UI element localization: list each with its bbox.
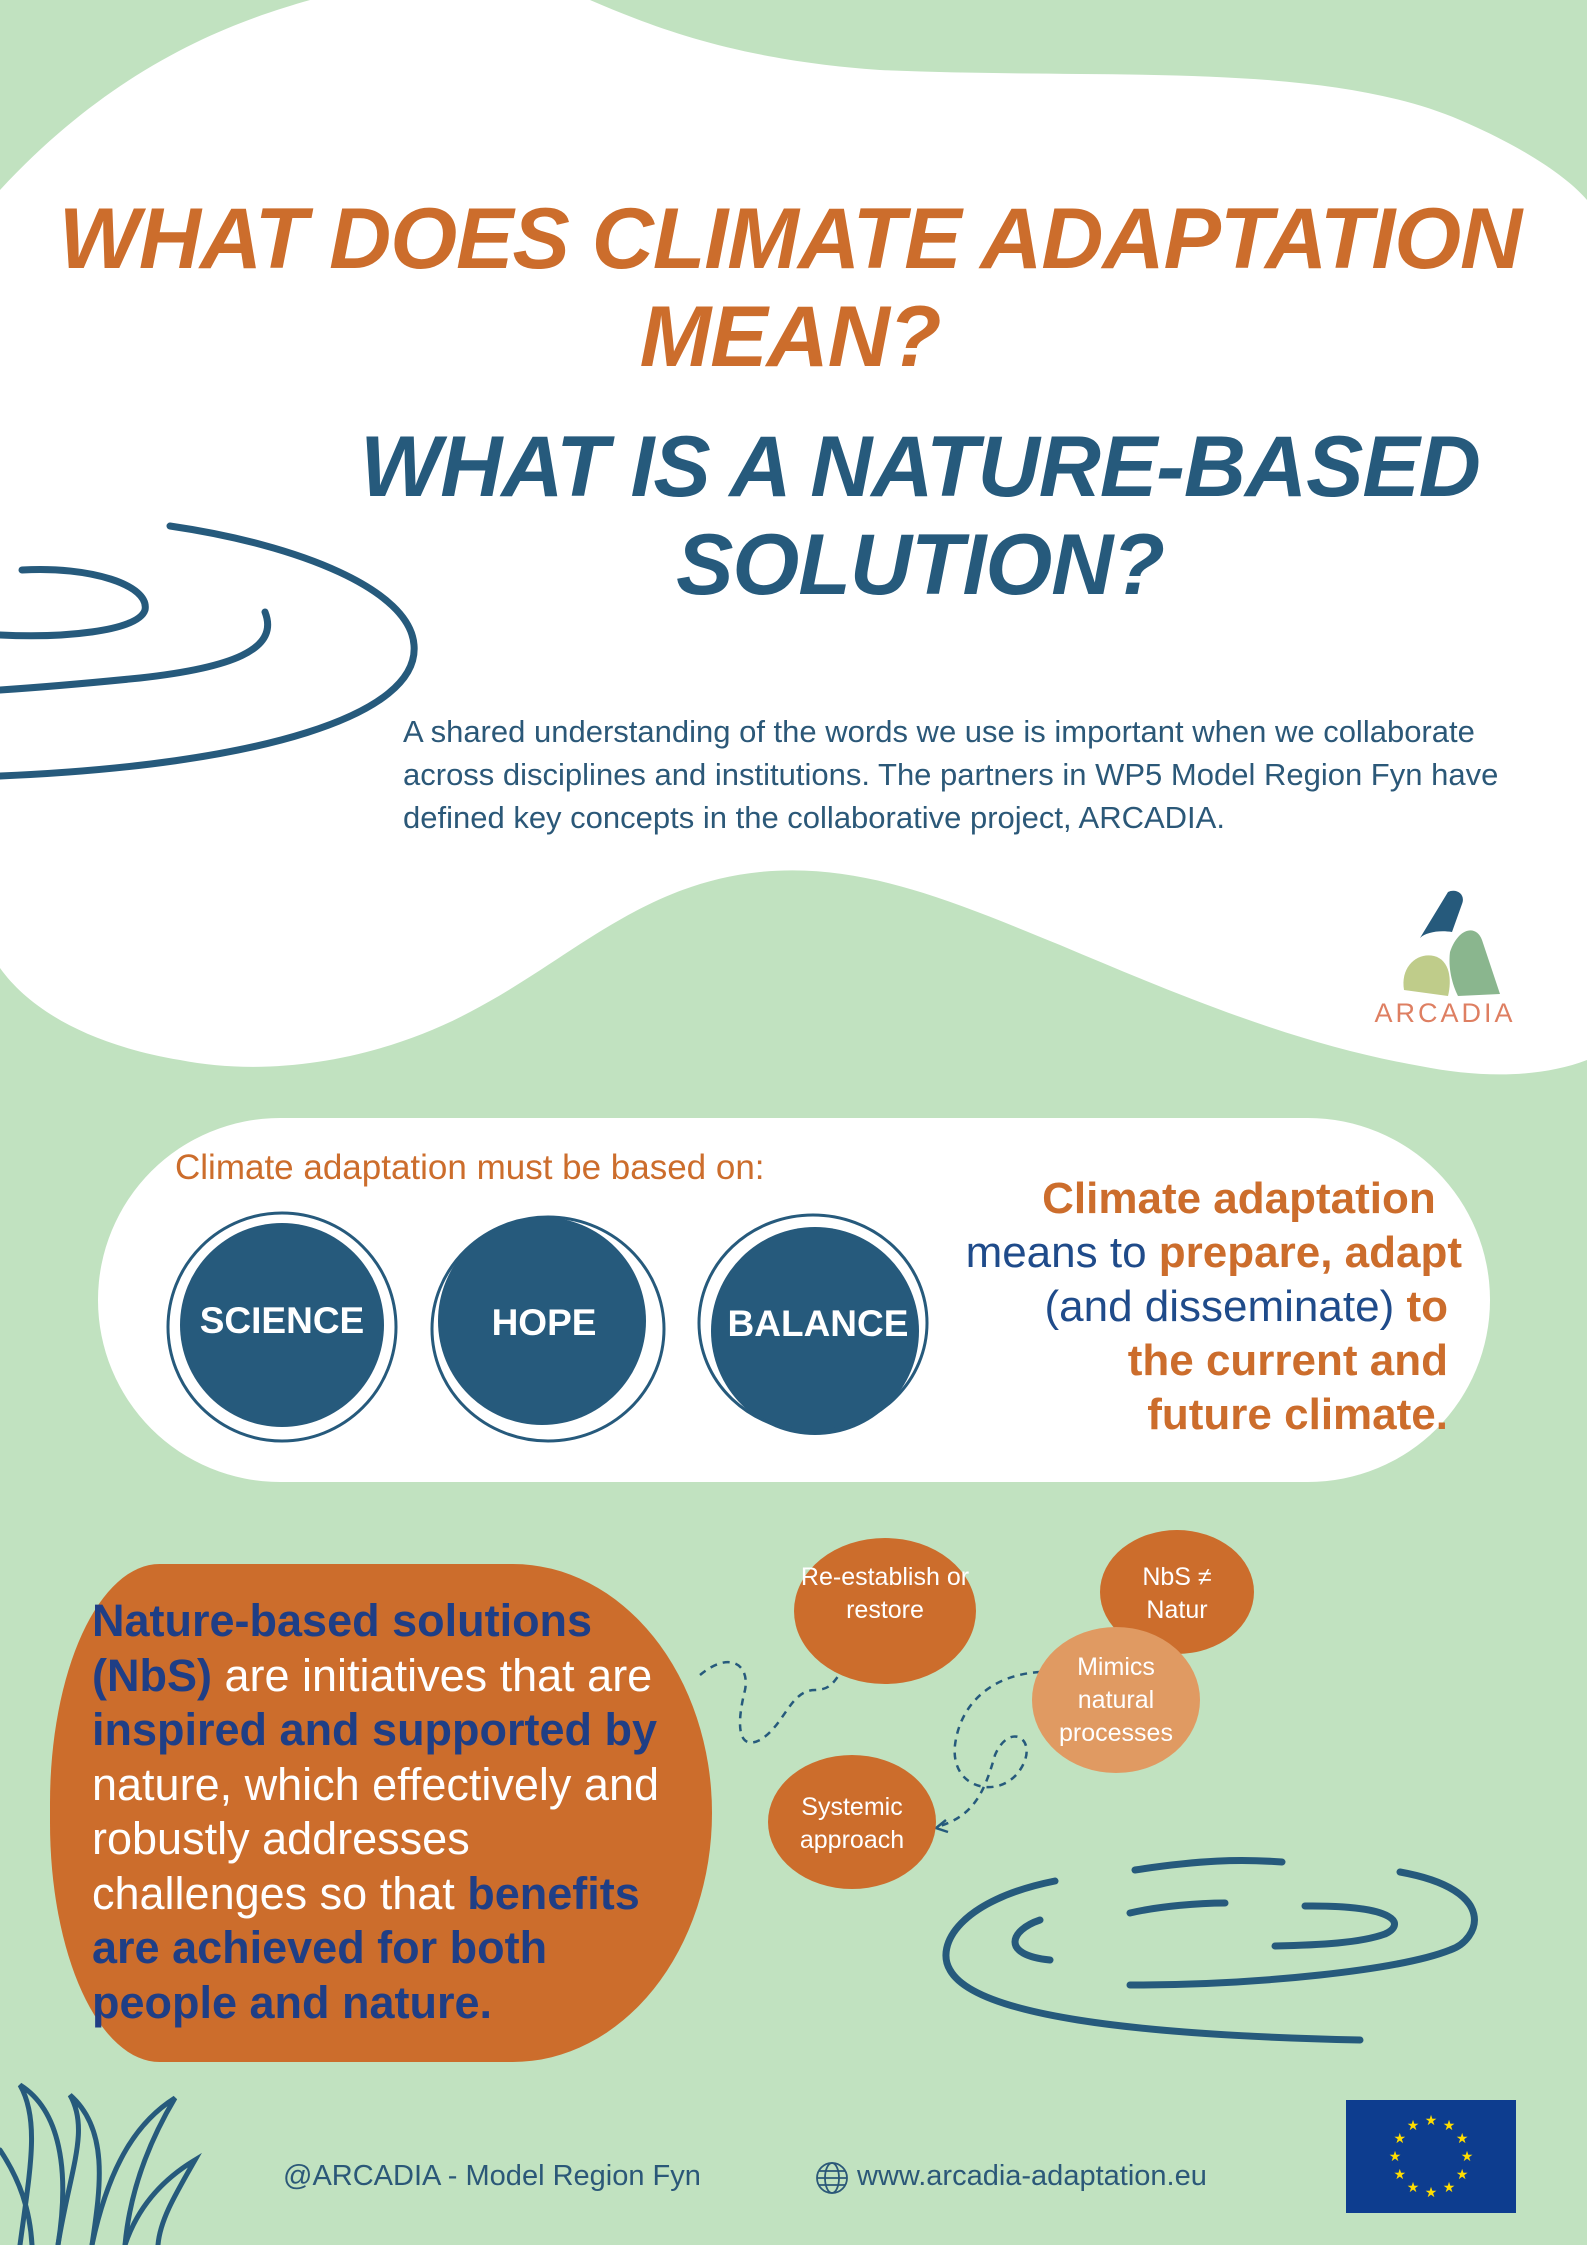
pillar-hope: HOPE bbox=[491, 1302, 597, 1343]
nbs-inspired: inspired and supported by bbox=[92, 1704, 658, 1755]
eu-star: ★ bbox=[1393, 2166, 1407, 2182]
subtitle-line1: WHAT IS A NATURE-BASED bbox=[360, 419, 1480, 515]
based-on-heading: Climate adaptation must be based on: bbox=[175, 1148, 765, 1187]
nbs-text-1: are initiatives that are bbox=[211, 1649, 653, 1701]
def-to: to bbox=[1406, 1282, 1448, 1331]
main-title-line1: WHAT DOES CLIMATE ADAPTATION bbox=[58, 191, 1522, 287]
bubble-mimics: Mimics natural processes bbox=[1059, 1653, 1173, 1747]
eu-star: ★ bbox=[1406, 2179, 1420, 2196]
def-term: Climate adaptation bbox=[1042, 1174, 1436, 1223]
eu-star: ★ bbox=[1424, 2112, 1438, 2128]
eu-star: ★ bbox=[1406, 2116, 1420, 2133]
footer-website[interactable]: www.arcadia-adaptation.eu bbox=[857, 2160, 1207, 2192]
bubble-nbs-not-nature: NbS ≠ Natur bbox=[1142, 1563, 1212, 1624]
footer-handle: @ARCADIA - Model Region Fyn bbox=[283, 2160, 701, 2192]
climate-adaptation-definition bbox=[900, 1172, 1462, 1442]
eu-star: ★ bbox=[1393, 2130, 1407, 2146]
eu-stars bbox=[1346, 2100, 1516, 2213]
eu-star: ★ bbox=[1455, 2166, 1469, 2182]
subtitle-line2: SOLUTION? bbox=[676, 517, 1164, 613]
globe-icon bbox=[815, 2161, 849, 2195]
nbs-text-2: nature, which effectively and robustly addresses challenges so that bbox=[92, 1758, 660, 1919]
intro-paragraph: A shared understanding of the words we use is important when we collaborate across disciplines and institutions. The partners in WP5 Model Region Fyn have defined key concepts in the collaborative project, ARCADIA. bbox=[403, 714, 1499, 835]
def-disseminate: (and disseminate) bbox=[1044, 1282, 1395, 1331]
def-prepare-adapt: prepare, adapt bbox=[1158, 1228, 1462, 1277]
pillar-science: SCIENCE bbox=[199, 1300, 365, 1341]
def-current: the current and bbox=[1127, 1336, 1448, 1385]
nbs-definition-text bbox=[92, 1594, 692, 2030]
nbs-benefits: benefits are achieved for both people and nature. bbox=[92, 1867, 640, 2028]
pillar-balance: BALANCE bbox=[727, 1303, 909, 1344]
eu-star: ★ bbox=[1460, 2148, 1474, 2164]
eu-star: ★ bbox=[1455, 2130, 1469, 2146]
eu-star: ★ bbox=[1424, 2184, 1438, 2200]
nbs-term: Nature-based solutions bbox=[92, 1595, 593, 1646]
bubble-systemic: Systemic approach bbox=[799, 1793, 905, 1854]
subtitle bbox=[340, 418, 1500, 614]
bubble-restore: Re-establish or restore bbox=[800, 1563, 970, 1624]
main-title bbox=[40, 190, 1540, 386]
eu-star: ★ bbox=[1388, 2148, 1402, 2164]
grass-decoration bbox=[0, 2085, 195, 2245]
eu-star: ★ bbox=[1442, 2116, 1456, 2133]
eu-star: ★ bbox=[1442, 2179, 1456, 2196]
main-title-line2: MEAN? bbox=[639, 289, 941, 385]
arcadia-logo-text: ARCADIA bbox=[1374, 998, 1516, 1028]
def-future: future climate. bbox=[1147, 1390, 1448, 1439]
nbs-abbrev: (NbS) bbox=[92, 1649, 212, 1701]
def-means-to: means to bbox=[965, 1228, 1147, 1277]
eu-flag bbox=[1346, 2100, 1516, 2213]
